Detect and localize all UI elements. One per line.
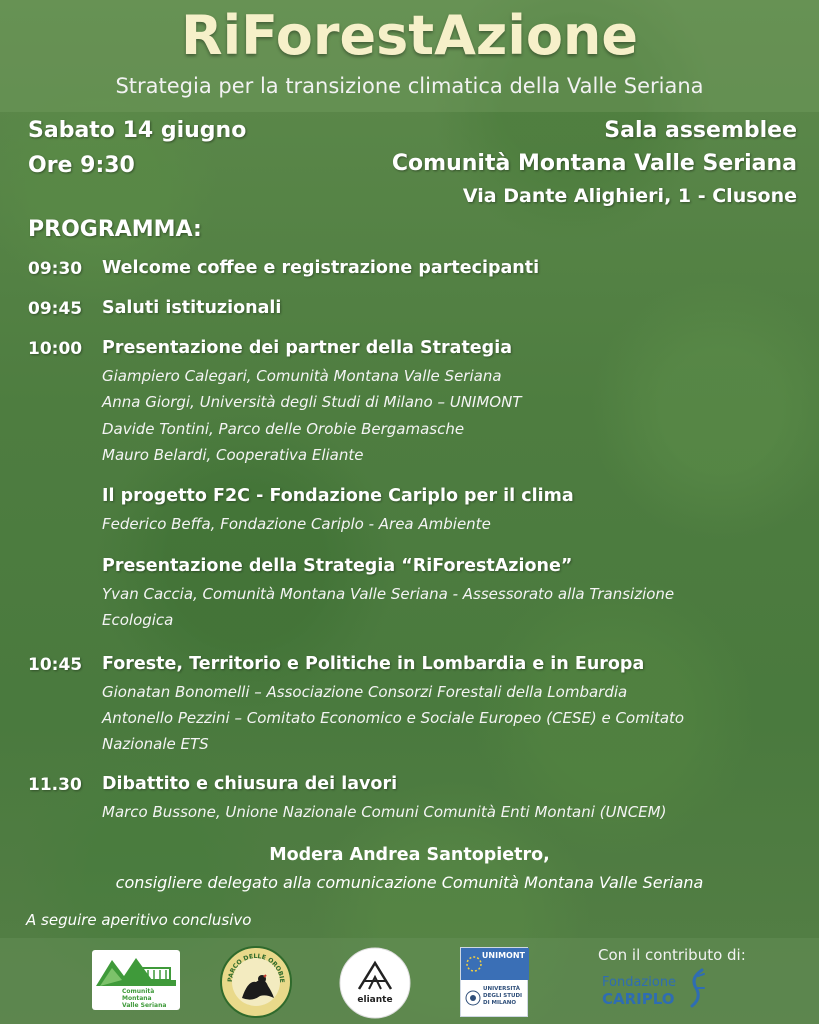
unimont-logo	[460, 947, 528, 1017]
logo1-line: Montana	[122, 995, 152, 1002]
parco-orobie-logo	[220, 946, 292, 1018]
logo4-line: DI MILANO	[483, 1000, 517, 1006]
unimont-label: UNIMONT	[461, 948, 529, 980]
program-heading: Presentazione della Strategia “RiForestAzione”	[102, 556, 573, 576]
logo3-text: eliante	[357, 995, 393, 1005]
program-time: 09:45	[28, 299, 83, 319]
page-subtitle: Strategia per la transizione climatica della Valle Seriana	[115, 74, 704, 98]
program-speaker: Anna Giorgi, Università degli Studi di Milano – UNIMONT	[102, 393, 522, 411]
program-title: PROGRAMMA:	[28, 217, 202, 242]
moderator-role: consigliere delegato alla comunicazione Comunità Montana Valle Seriana	[115, 873, 704, 892]
program-speaker: Mauro Belardi, Cooperativa Eliante	[102, 446, 364, 464]
eliante-logo	[339, 947, 411, 1019]
program-heading: Welcome coffee e registrazione partecipanti	[102, 258, 540, 278]
university-seal-icon	[465, 990, 481, 1006]
eliante-triangle-icon	[339, 947, 411, 1019]
closing-note: A seguire aperitivo conclusivo	[26, 911, 252, 929]
program-time: 10:00	[28, 339, 83, 359]
program-speaker: Yvan Caccia, Comunità Montana Valle Seriana - Assessorato alla Transizione	[102, 585, 675, 603]
program-heading: Dibattito e chiusura dei lavori	[102, 774, 398, 794]
program-time: 11.30	[28, 775, 82, 795]
comunita-montana-logo	[92, 950, 180, 1010]
program-speaker: Marco Bussone, Unione Nazionale Comuni Comunità Enti Montani (UNCEM)	[102, 803, 667, 821]
program-time: 09:30	[28, 259, 83, 279]
sponsor-line2: CARIPLO	[602, 990, 675, 1008]
venue-address: Via Dante Alighieri, 1 - Clusone	[462, 185, 797, 207]
program-heading: Il progetto F2C - Fondazione Cariplo per il clima	[102, 486, 574, 506]
grouse-bird-icon	[220, 946, 292, 1018]
program-speaker: Davide Tontini, Parco delle Orobie Bergamasche	[102, 420, 465, 438]
program-speaker: Federico Beffa, Fondazione Cariplo - Area Ambiente	[102, 515, 491, 533]
program-heading: Saluti istituzionali	[102, 298, 282, 318]
program-speaker: Nazionale ETS	[102, 735, 209, 753]
event-date: Sabato 14 giugno	[28, 118, 247, 143]
fondazione-cariplo-logo	[602, 975, 676, 1007]
moderator-name: Modera Andrea Santopietro,	[269, 845, 550, 865]
page-title: RiForestAzione	[181, 4, 638, 67]
event-time: Ore 9:30	[28, 153, 135, 178]
contribution-label: Con il contributo di:	[598, 946, 746, 964]
venue-room: Sala assemblee	[604, 118, 797, 143]
program-speaker: Giampiero Calegari, Comunità Montana Valle Seriana	[102, 367, 502, 385]
program-speaker: Antonello Pezzini – Comitato Economico e Sociale Europeo (CESE) e Comitato	[102, 709, 685, 727]
cariplo-mark-icon	[686, 968, 708, 1008]
logo4-line: UNIVERSITÀ	[483, 986, 520, 992]
sponsor-line1: Fondazione	[602, 975, 677, 990]
logo2-ring-text: PARCO DELLE OROBIE	[226, 952, 286, 983]
program-heading: Foreste, Territorio e Politiche in Lombardia e in Europa	[102, 654, 645, 674]
logo1-line: Valle Seriana	[122, 1002, 167, 1009]
eu-stars-icon	[465, 955, 483, 973]
logo4-line: DEGLI STUDI	[483, 993, 523, 999]
venue-organization: Comunità Montana Valle Seriana	[391, 151, 797, 176]
program-heading: Presentazione dei partner della Strategia	[102, 338, 513, 358]
program-speaker: Gionatan Bonomelli – Associazione Consorzi Forestali della Lombardia	[102, 683, 628, 701]
program-time: 10:45	[28, 655, 83, 675]
logo1-line: Comunità	[122, 988, 155, 995]
program-speaker: Ecologica	[102, 611, 174, 629]
